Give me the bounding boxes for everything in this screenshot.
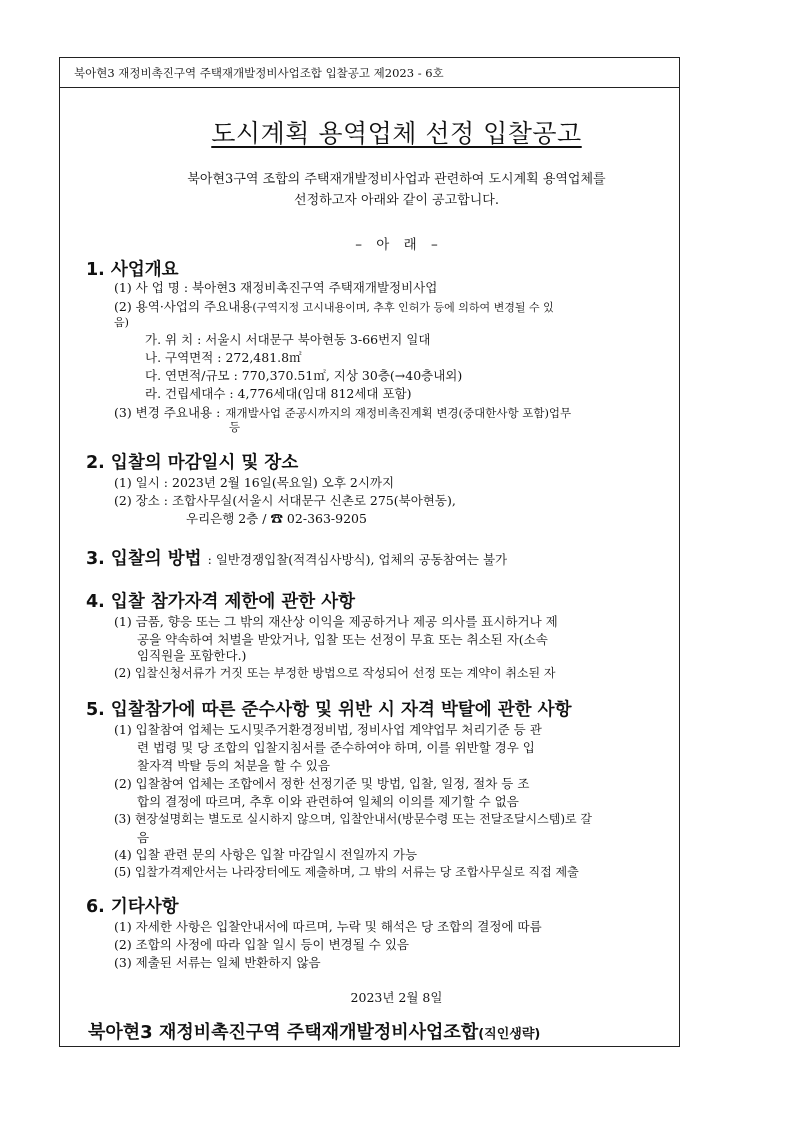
s5-item-1: (1) 입찰참여 업체는 도시및주거환경정비법, 정비사업 계약업무 처리기준 등 관 bbox=[114, 722, 542, 737]
s1-change-label: (3) 변경 주요내용 : bbox=[114, 405, 221, 420]
s1-main-content-label: (2) 용역·사업의 주요내용 bbox=[114, 299, 253, 314]
s2-place: (2) 장소 : 조합사무실(서울시 서대문구 신촌로 275(북아현동), bbox=[114, 493, 456, 508]
section-3-method: : 일반경쟁입찰(적격심사방식), 업체의 공동참여는 불가 bbox=[207, 552, 508, 567]
section-4-heading: 4. 입찰 참가자격 제한에 관한 사항 bbox=[86, 592, 356, 612]
section-6-heading: 6. 기타사항 bbox=[86, 897, 179, 917]
notice-number-header: 북아현3 재정비촉진구역 주택재개발정비사업조합 입찰공고 제2023 - 6호 bbox=[74, 66, 444, 80]
s1-floor-area: 다. 연면적/규모 : 770,370.51㎡, 지상 30층(→40층내외) bbox=[145, 368, 463, 383]
s6-item-2: (2) 조합의 사정에 따라 입찰 일시 등이 변경될 수 있음 bbox=[114, 937, 409, 952]
s1-area: 나. 구역면적 : 272,481.8㎡ bbox=[145, 350, 302, 365]
s1-change-detail-cont: 등 bbox=[229, 420, 241, 434]
s5-item-3: (3) 현장설명회는 별도로 실시하지 않으며, 입찰안내서(방문수령 또는 전달조달시스템)로 갈 bbox=[114, 812, 593, 826]
s4-item-2: (2) 입찰신청서류가 거짓 또는 부정한 방법으로 작성되어 선정 또는 계약이 취소된 자 bbox=[114, 666, 556, 680]
s1-main-content-note: (구역지정 고시내용이며, 추후 인허가 등에 의하여 변경될 수 있 bbox=[252, 301, 554, 314]
s5-item-1-cont-2: 찰자격 박탈 등의 처분을 할 수 있음 bbox=[137, 758, 330, 773]
notice-title: 도시계획 용역업체 선정 입찰공고 bbox=[211, 119, 582, 148]
section-2-heading: 2. 입찰의 마감일시 및 장소 bbox=[86, 453, 299, 473]
notice-date: 2023년 2월 8일 bbox=[350, 990, 443, 1005]
s5-item-2: (2) 입찰참여 업체는 조합에서 정한 선정기준 및 방법, 입찰, 일정, 절차 등 조 bbox=[114, 776, 530, 791]
intro-line-1: 북아현3구역 조합의 주택재개발정비사업과 관련하여 도시계획 용역업체를 bbox=[187, 172, 606, 187]
s5-item-1-cont: 련 법령 및 당 조합의 입찰지침서를 준수하여야 하며, 이를 위반할 경우 입 bbox=[137, 740, 535, 755]
s2-place-cont: 우리은행 2층 / ☎ 02-363-9205 bbox=[186, 511, 367, 526]
intro-line-2: 선정하고자 아래와 같이 공고합니다. bbox=[294, 193, 499, 208]
seal-omitted: (직인생략) bbox=[478, 1027, 541, 1042]
s4-item-1-cont-2: 임직원을 포함한다.) bbox=[137, 648, 247, 663]
section-3-heading bbox=[86, 545, 507, 570]
s1-main-content bbox=[114, 296, 554, 315]
s6-item-3: (3) 제출된 서류는 일체 반환하지 않음 bbox=[114, 955, 321, 970]
below-marker: – 아 래 – bbox=[355, 237, 438, 253]
s5-item-2-cont: 합의 결정에 따르며, 추후 이와 관련하여 일체의 이의를 제기할 수 없음 bbox=[137, 794, 519, 809]
s1-main-content-note-cont: 음) bbox=[114, 316, 129, 329]
section-3-title: 3. 입찰의 방법 bbox=[86, 549, 202, 569]
header-divider bbox=[60, 87, 679, 88]
s4-item-1: (1) 금품, 향응 또는 그 밖의 재산상 이익을 제공하거나 제공 의사를 표시하거나 제 bbox=[114, 614, 558, 629]
s4-item-1-cont: 공을 약속하여 처벌을 받았거나, 입찰 또는 선정이 무효 또는 취소된 자(소속 bbox=[137, 632, 548, 647]
organization-name: 북아현3 재정비촉진구역 주택재개발정비사업조합 bbox=[88, 1022, 479, 1043]
s5-item-4: (4) 입찰 관련 문의 사항은 입찰 마감일시 전일까지 가능 bbox=[114, 847, 418, 862]
s1-project-name: (1) 사 업 명 : 북아현3 재정비촉진구역 주택재개발정비사업 bbox=[114, 280, 438, 295]
section-5-heading: 5. 입찰참가에 따른 준수사항 및 위반 시 자격 박탈에 관한 사항 bbox=[86, 700, 572, 720]
s1-location: 가. 위 치 : 서울시 서대문구 북아현동 3-66번지 일대 bbox=[145, 332, 431, 347]
s6-item-1: (1) 자세한 사항은 입찰안내서에 따르며, 누락 및 해석은 당 조합의 결정에 따름 bbox=[114, 919, 542, 934]
s5-item-3-cont: 음 bbox=[137, 830, 150, 845]
s1-change-detail: 재개발사업 준공시까지의 재정비촉진계획 변경(중대한사항 포함)업무 bbox=[225, 406, 572, 420]
s2-datetime: (1) 일시 : 2023년 2월 16일(목요일) 오후 2시까지 bbox=[114, 475, 395, 490]
s5-item-5: (5) 입찰가격제안서는 나라장터에도 제출하며, 그 밖의 서류는 당 조합사무실로 직접 제출 bbox=[114, 865, 579, 879]
organization-signature bbox=[88, 1018, 540, 1044]
s1-change-content bbox=[114, 402, 571, 421]
s1-households: 라. 건립세대수 : 4,776세대(임대 812세대 포함) bbox=[145, 386, 412, 401]
section-1-heading: 1. 사업개요 bbox=[86, 260, 179, 280]
